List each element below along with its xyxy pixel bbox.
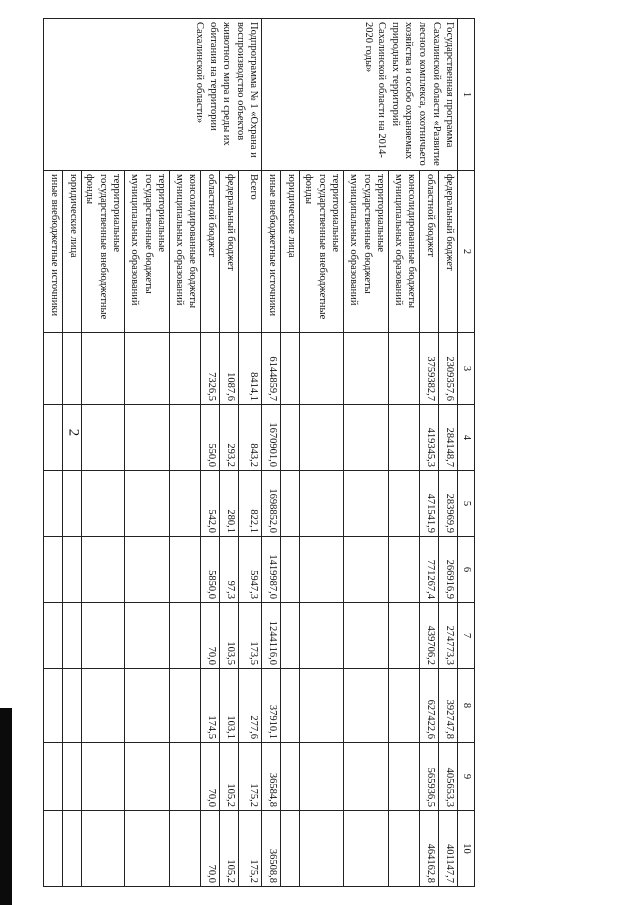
amount-cell [125, 537, 170, 603]
amount-cell: 5850,0 [201, 537, 220, 603]
amount-cell [300, 669, 344, 743]
page-number: 2 [65, 428, 82, 437]
amount-cell [81, 811, 125, 887]
amount-cell [300, 537, 344, 603]
amount-cell [281, 811, 300, 887]
amount-cell [43, 333, 62, 405]
amount-cell [81, 537, 125, 603]
table-row [239, 19, 262, 887]
amount-cell [62, 743, 81, 811]
amount-cell [81, 333, 125, 405]
funding-source: федеральный бюджет [220, 171, 239, 333]
amount-cell [43, 471, 62, 537]
amount-cell [344, 743, 389, 811]
program-name-cell [262, 19, 458, 171]
amount-cell [170, 603, 201, 669]
amount-cell [125, 333, 170, 405]
amount-cell [344, 471, 389, 537]
amount-cell [62, 811, 81, 887]
amount-cell: 70,0 [201, 811, 220, 887]
amount-cell: 274773,3 [439, 603, 458, 669]
amount-cell [344, 811, 389, 887]
amount-cell [62, 603, 81, 669]
amount-cell [300, 405, 344, 471]
funding-source: консолидированные бюджеты муниципальных образований [170, 171, 201, 333]
amount-cell [389, 743, 420, 811]
amount-cell [389, 537, 420, 603]
amount-cell: 471541,9 [420, 471, 439, 537]
amount-cell [281, 333, 300, 405]
funding-source: территориальные государственные бюджеты муниципальных образований [344, 171, 389, 333]
amount-cell [281, 471, 300, 537]
column-number-5: 5 [458, 471, 475, 537]
amount-cell: 542,0 [201, 471, 220, 537]
funding-source: территориальные государственные внебюджетные фонды [300, 171, 344, 333]
scan-edge-shadow [0, 708, 12, 905]
amount-cell: 565936,5 [420, 743, 439, 811]
amount-cell: 36508,8 [262, 811, 281, 887]
amount-cell: 8414,1 [239, 333, 262, 405]
amount-cell [300, 471, 344, 537]
funding-source: юридические лица [62, 171, 81, 333]
amount-cell [43, 811, 62, 887]
amount-cell [389, 333, 420, 405]
column-number-4: 4 [458, 405, 475, 471]
funding-source: иные внебюджетные источники [43, 171, 62, 333]
amount-cell: 392747,8 [439, 669, 458, 743]
amount-cell [389, 669, 420, 743]
funding-source: территориальные государственные внебюджетные фонды [81, 171, 125, 333]
amount-cell [125, 603, 170, 669]
amount-cell: 627422,6 [420, 669, 439, 743]
amount-cell: 1419987,0 [262, 537, 281, 603]
amount-cell [43, 743, 62, 811]
amount-cell [125, 405, 170, 471]
amount-cell: 105,2 [220, 811, 239, 887]
amount-cell: 6144859,7 [262, 333, 281, 405]
amount-cell [125, 669, 170, 743]
amount-cell [62, 537, 81, 603]
amount-cell: 70,0 [201, 603, 220, 669]
amount-cell: 37910,1 [262, 669, 281, 743]
column-number-1: 1 [458, 19, 475, 171]
amount-cell [81, 405, 125, 471]
amount-cell [170, 811, 201, 887]
amount-cell [62, 333, 81, 405]
amount-cell: 1087,6 [220, 333, 239, 405]
amount-cell: 401147,7 [439, 811, 458, 887]
amount-cell [81, 603, 125, 669]
amount-cell: 283969,9 [439, 471, 458, 537]
amount-cell: 550,0 [201, 405, 220, 471]
amount-cell [62, 405, 81, 471]
amount-cell [281, 537, 300, 603]
amount-cell [170, 405, 201, 471]
funding-source: консолидированные бюджеты муниципальных образований [389, 171, 420, 333]
amount-cell [344, 537, 389, 603]
amount-cell: 1698852,0 [262, 471, 281, 537]
amount-cell: 97,3 [220, 537, 239, 603]
amount-cell [62, 669, 81, 743]
column-number-6: 6 [458, 537, 475, 603]
amount-cell [300, 811, 344, 887]
amount-cell [125, 743, 170, 811]
amount-cell: 284148,7 [439, 405, 458, 471]
table-body [43, 19, 458, 887]
funding-source: федеральный бюджет [439, 171, 458, 333]
amount-cell [389, 811, 420, 887]
amount-cell: 822,1 [239, 471, 262, 537]
amount-cell [81, 669, 125, 743]
amount-cell: 439706,2 [420, 603, 439, 669]
table-row [439, 19, 458, 887]
amount-cell [389, 471, 420, 537]
amount-cell: 2309357,6 [439, 333, 458, 405]
amount-cell [389, 405, 420, 471]
funding-source: юридические лица [281, 171, 300, 333]
amount-cell [43, 603, 62, 669]
amount-cell: 70,0 [201, 743, 220, 811]
amount-cell: 3759382,7 [420, 333, 439, 405]
amount-cell [43, 405, 62, 471]
subprogram-name-cell-text: Подпрограмма № 1 «Охрана и воспроизводство объектов животного мира и среды их обитания на территории Сахалинской области» [193, 22, 260, 158]
amount-cell [43, 669, 62, 743]
amount-cell: 103,5 [220, 603, 239, 669]
amount-cell [170, 333, 201, 405]
amount-cell: 405653,3 [439, 743, 458, 811]
amount-cell: 1670901,0 [262, 405, 281, 471]
column-number-row [458, 19, 475, 887]
amount-cell [170, 743, 201, 811]
amount-cell [389, 603, 420, 669]
amount-cell [281, 405, 300, 471]
amount-cell [281, 743, 300, 811]
amount-cell: 103,1 [220, 669, 239, 743]
column-number-7: 7 [458, 603, 475, 669]
amount-cell: 771267,4 [420, 537, 439, 603]
amount-cell [344, 333, 389, 405]
amount-cell: 174,5 [201, 669, 220, 743]
funding-table [43, 18, 475, 887]
funding-source: иные внебюджетные источники [262, 171, 281, 333]
amount-cell: 464162,8 [420, 811, 439, 887]
amount-cell: 36584,8 [262, 743, 281, 811]
amount-cell [300, 333, 344, 405]
column-number-10: 10 [458, 811, 475, 887]
amount-cell: 1244116,0 [262, 603, 281, 669]
column-number-3: 3 [458, 333, 475, 405]
amount-cell: 5947,3 [239, 537, 262, 603]
amount-cell [281, 669, 300, 743]
document-page [48, 18, 475, 886]
amount-cell: 105,2 [220, 743, 239, 811]
amount-cell: 175,2 [239, 743, 262, 811]
amount-cell [62, 471, 81, 537]
amount-cell [81, 743, 125, 811]
amount-cell [281, 603, 300, 669]
amount-cell [344, 669, 389, 743]
amount-cell [170, 537, 201, 603]
amount-cell: 7326,5 [201, 333, 220, 405]
amount-cell [125, 811, 170, 887]
amount-cell [170, 471, 201, 537]
rotated-table-container [48, 18, 475, 886]
column-number-8: 8 [458, 669, 475, 743]
column-number-9: 9 [458, 743, 475, 811]
amount-cell: 277,6 [239, 669, 262, 743]
amount-cell [81, 471, 125, 537]
subprogram-name-cell [43, 19, 262, 171]
amount-cell: 293,2 [220, 405, 239, 471]
funding-source: областной бюджет [201, 171, 220, 333]
amount-cell: 173,5 [239, 603, 262, 669]
amount-cell: 175,2 [239, 811, 262, 887]
amount-cell [344, 405, 389, 471]
amount-cell: 419345,3 [420, 405, 439, 471]
funding-source: областной бюджет [420, 171, 439, 333]
column-number-2: 2 [458, 171, 475, 333]
amount-cell [43, 537, 62, 603]
amount-cell: 843,2 [239, 405, 262, 471]
funding-source: Всего [239, 171, 262, 333]
amount-cell [170, 669, 201, 743]
amount-cell [344, 603, 389, 669]
amount-cell: 280,1 [220, 471, 239, 537]
program-name-cell-text: Государственная программа Сахалинской области «Развитие лесного комплекса, охотничьего хозяйства и особо охраняемых природных территорий Сахалинской области на 2014-2020 годы» [362, 22, 456, 166]
amount-cell: 266916,9 [439, 537, 458, 603]
amount-cell [125, 471, 170, 537]
amount-cell [300, 743, 344, 811]
funding-source: территориальные государственные бюджеты муниципальных образований [125, 171, 170, 333]
amount-cell [300, 603, 344, 669]
